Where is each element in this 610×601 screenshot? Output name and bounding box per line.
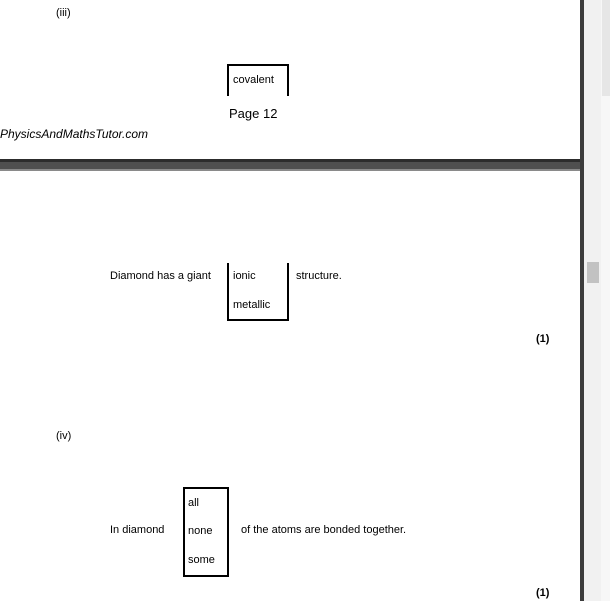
scroll-track-upper xyxy=(602,0,610,96)
option-box-bonding xyxy=(183,487,229,577)
box-left-edge xyxy=(227,263,229,321)
option-box-structure xyxy=(227,263,289,321)
question-iii-prefix: Diamond has a giant xyxy=(110,270,211,282)
option-none: none xyxy=(188,525,213,537)
option-metallic: metallic xyxy=(233,299,271,311)
site-footer: PhysicsAndMathsTutor.com xyxy=(0,127,149,141)
scrollbar-thumb[interactable] xyxy=(587,262,599,283)
part-label-iii: (iii) xyxy=(56,7,71,19)
marks-iv: (1) xyxy=(536,587,550,599)
part-label-iv: (iv) xyxy=(56,430,72,442)
page-number: Page 12 xyxy=(229,106,278,121)
option-covalent: covalent xyxy=(233,74,274,86)
question-iv-suffix: of the atoms are bonded together. xyxy=(241,524,407,536)
option-box-continued xyxy=(227,64,289,96)
option-all: all xyxy=(188,497,200,509)
option-some: some xyxy=(188,554,215,566)
question-iii-suffix: structure. xyxy=(296,270,342,282)
option-ionic: ionic xyxy=(233,270,256,282)
box-right-edge xyxy=(287,263,289,321)
question-iv-prefix: In diamond xyxy=(110,524,165,536)
marks-iii: (1) xyxy=(536,333,550,345)
page-separator xyxy=(0,159,582,171)
